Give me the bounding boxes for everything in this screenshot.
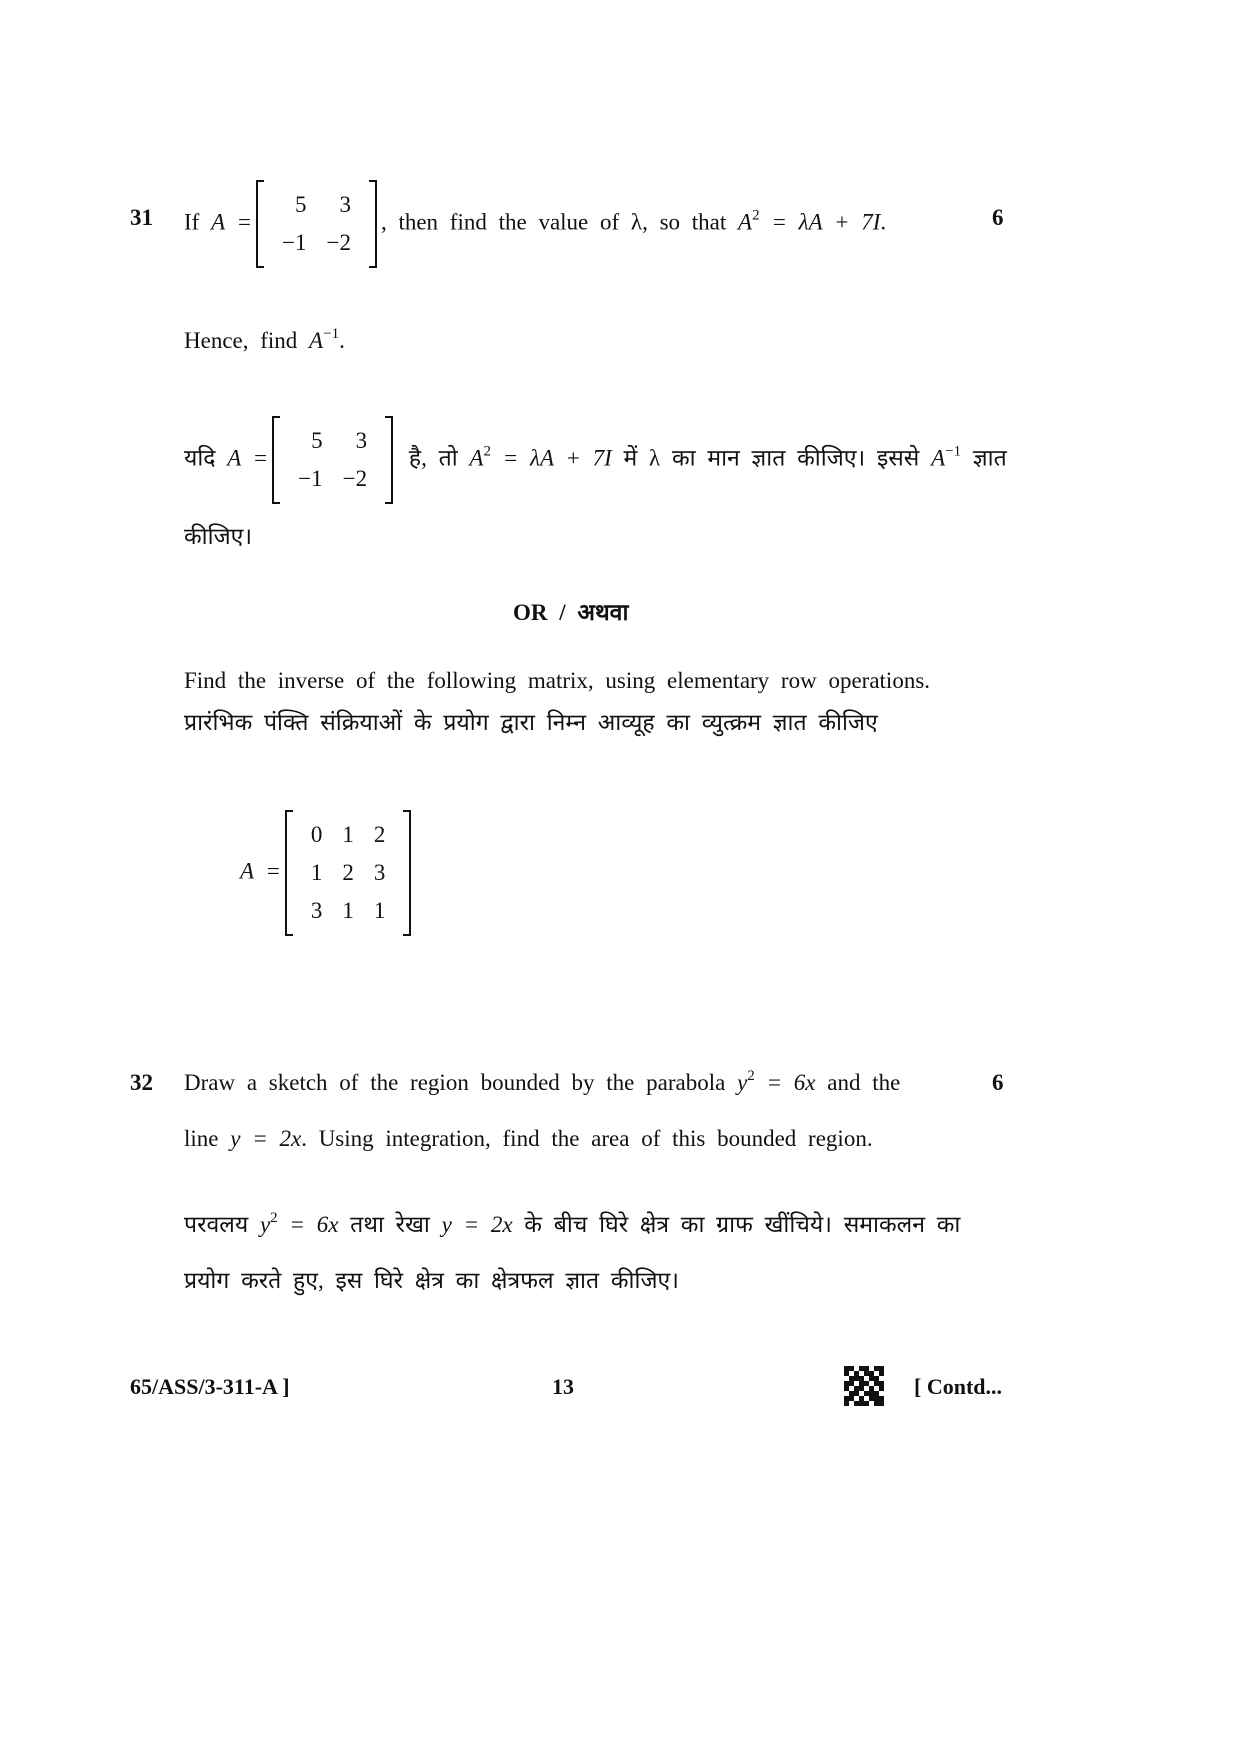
q31-rhs: = λA + 7I — [771, 209, 881, 235]
matrix-cell: 1 — [342, 898, 354, 923]
hence-text: Hence, find — [184, 328, 298, 353]
hi-lambda: λ — [649, 445, 661, 471]
matrix-cell: 1 — [310, 860, 323, 885]
hence-end: . — [339, 328, 345, 353]
q32-hi-eq1: = 6x — [289, 1212, 339, 1237]
hence-a: A — [309, 328, 324, 353]
matrix-cell: 2 — [373, 822, 386, 847]
question-number-32: 32 — [130, 1070, 153, 1095]
matrix-cell: −1 — [281, 230, 307, 255]
q31-so-that: , so that — [642, 209, 727, 235]
q32-hindi2: प्रयोग करते हुए, इस घिरे क्षेत्र का क्षेत्रफल ज्ञात कीजिए। — [184, 1268, 679, 1293]
or-en: OR — [513, 600, 548, 625]
q31-statement-en — [184, 182, 886, 266]
hence-pow: −1 — [323, 326, 340, 342]
q31-alt-matrix — [285, 812, 412, 934]
matrix-cell: −2 — [342, 466, 368, 491]
q31-alt-hi: प्रारंभिक पंक्ति संक्रियाओं के प्रयोग द्वारा निम्न आव्यूह का व्युत्क्रम ज्ञात कीजिए — [184, 710, 878, 735]
q32-line-word: line — [184, 1126, 219, 1151]
qr-code-icon — [844, 1366, 884, 1406]
hi-yadi: यदि — [184, 445, 216, 471]
q31-hindi-continuation: कीजिए। — [184, 524, 253, 549]
q32-and-the: and the — [827, 1070, 901, 1095]
or-separator — [513, 598, 628, 628]
hi-ka-maan: का मान ज्ञात कीजिए। इससे — [671, 445, 920, 471]
q32-eq: = 6x — [766, 1070, 816, 1095]
q32-pow: 2 — [747, 1068, 755, 1084]
q31-alt-matrix-expr — [240, 812, 415, 934]
hi-a-eq: A = — [227, 445, 269, 471]
hi-gyat: ज्ञात — [972, 445, 1007, 471]
hi-a: A — [469, 445, 484, 471]
q32-hi-paravalay: परवलय — [184, 1212, 249, 1237]
matrix-cell: 1 — [373, 898, 386, 923]
paper-code: 65/ASS/3-311-A ] — [130, 1374, 290, 1399]
matrix-cell: 3 — [339, 192, 351, 217]
q31-a: A — [738, 209, 753, 235]
q31-end: . — [880, 209, 887, 235]
q32-marks: 6 — [992, 1070, 1004, 1095]
hi-hai-to: है, तो — [408, 445, 458, 471]
matrix-cell: 0 — [310, 822, 323, 847]
q31-hence — [184, 326, 345, 356]
q31-statement-hi — [184, 418, 1007, 502]
q31-matrix-a — [256, 182, 377, 266]
matrix-cell: 2 — [342, 860, 354, 885]
matrix-cell: −2 — [326, 230, 351, 255]
alt-a-eq: A = — [240, 858, 281, 884]
hi-mein: में — [623, 445, 638, 471]
matrix-cell: 3 — [373, 860, 386, 885]
matrix-cell: −1 — [298, 466, 323, 491]
q32-hindi1 — [184, 1210, 960, 1240]
q32-hi-pow: 2 — [270, 1210, 278, 1226]
q31-hi-matrix-a — [272, 418, 393, 502]
q32-y: y — [737, 1070, 748, 1095]
q31-if: If — [184, 209, 200, 235]
or-slash: / — [559, 600, 566, 625]
or-hi: अथवा — [577, 600, 629, 625]
q32-hi-y: y — [259, 1212, 271, 1237]
q32-hi-eq2: y = 2x — [441, 1212, 513, 1237]
continued-label: [ Contd... — [914, 1374, 1003, 1399]
q31-mid: , then find the value of — [380, 209, 620, 235]
question-number-31: 31 — [130, 205, 153, 230]
hi-a2: A — [931, 445, 946, 471]
matrix-cell: 5 — [294, 192, 307, 217]
q31-pow: 2 — [752, 207, 760, 224]
q32-line2 — [184, 1124, 873, 1154]
q31-lambda: λ — [630, 209, 643, 235]
q31-marks: 6 — [992, 205, 1004, 230]
q32-line2-text: . Using integration, find the area of this bounded region. — [301, 1126, 873, 1151]
q31-a-eq: A = — [211, 209, 252, 235]
q32-hi-tatha: तथा रेखा — [350, 1212, 430, 1237]
matrix-cell: 3 — [355, 428, 368, 453]
hi-pow2: −1 — [945, 443, 962, 460]
q32-line1 — [184, 1068, 900, 1098]
matrix-cell: 5 — [311, 428, 323, 453]
q31-alt-en: Find the inverse of the following matrix, using elementary row operations. — [184, 668, 931, 693]
page-number: 13 — [552, 1374, 574, 1399]
matrix-cell: 1 — [342, 822, 354, 847]
q32-text1: Draw a sketch of the region bounded by the parabola — [184, 1070, 726, 1095]
q32-line-eq: y = 2x — [230, 1126, 302, 1151]
matrix-cell: 3 — [310, 898, 323, 923]
q32-hi-rest: के बीच घिरे क्षेत्र का ग्राफ खींचिये। समाकलन का — [524, 1212, 961, 1237]
hi-rhs: = λA + 7I — [502, 445, 612, 471]
hi-pow: 2 — [483, 443, 491, 460]
